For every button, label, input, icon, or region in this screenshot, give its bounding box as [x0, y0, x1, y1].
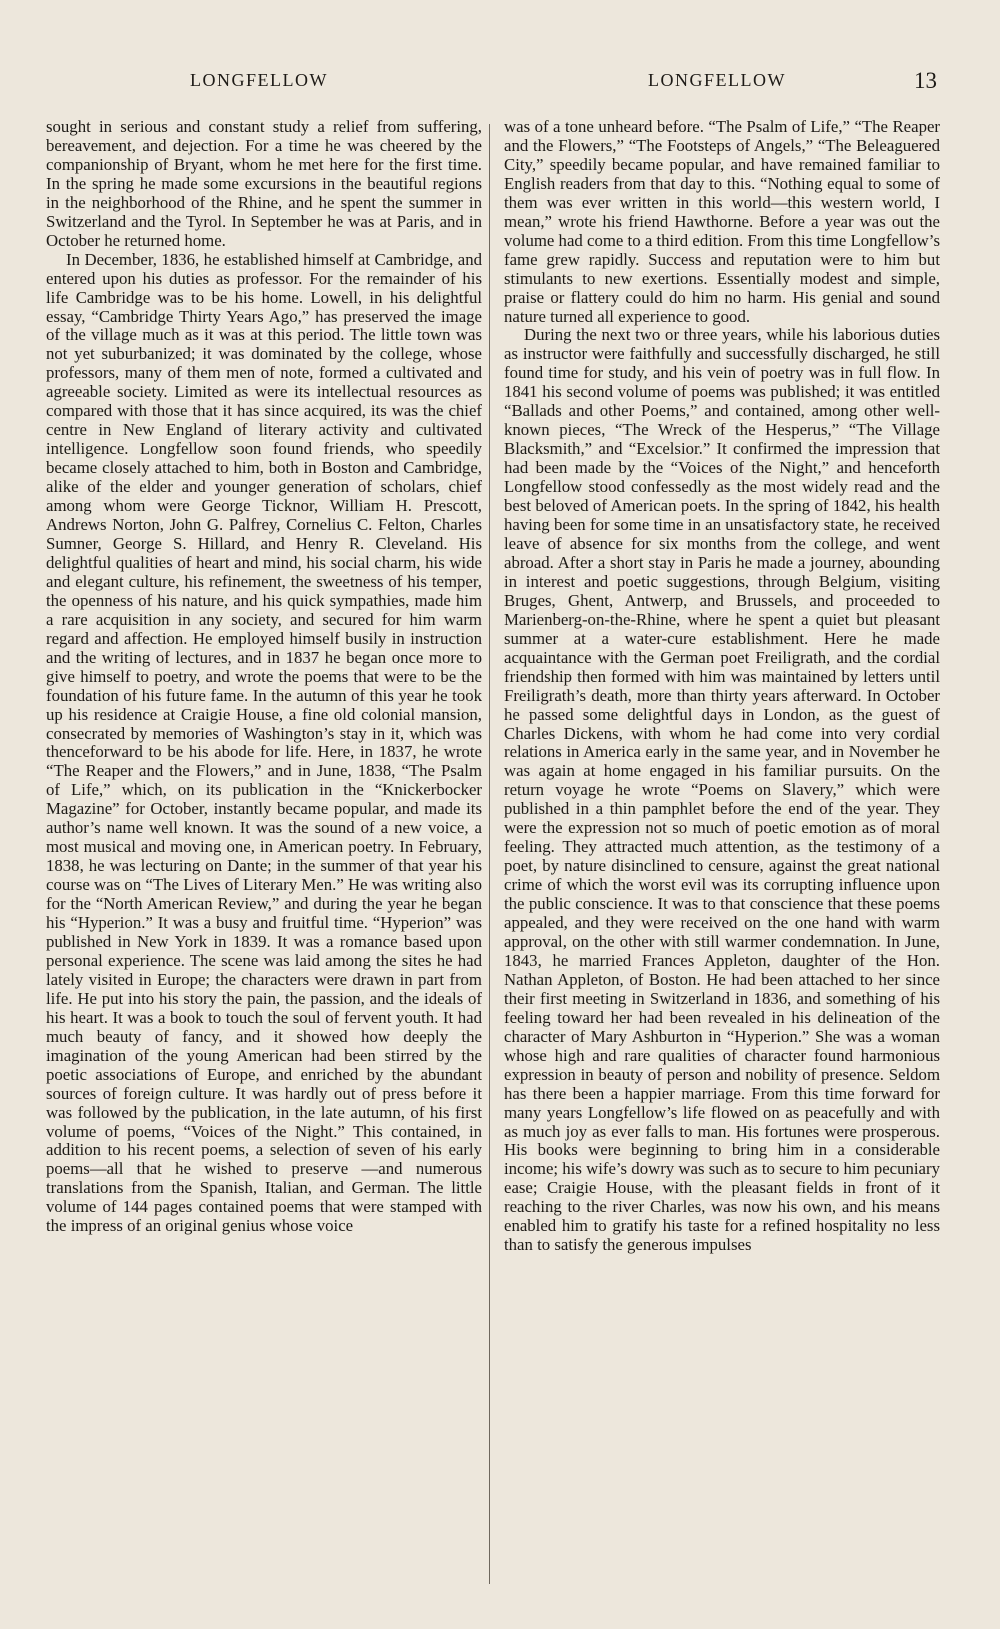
right-running-title: LONGFELLOW [648, 70, 786, 90]
paragraph: was of a tone unheard before. “The Psalm of Life,” “The Reaper and the Flowers,” “The Footsteps of Angels,” “The Beleaguered City,” speedily became popular, and have remained familiar to English readers from that day to this. “Nothing equal to some of them was ever written in this world—this western world, I mean,” wrote his friend Hawthorne. Before a year was out the volume had come to a third edition. From this time Longfellow’s fame grew rapidly. Success and reputation were to him but stimulants to new exertions. Essentially modest and simple, praise or flattery could do him no harm. His genial and sound nature turned all experience to good. [504, 117, 940, 326]
paragraph: During the next two or three years, while his laborious duties as instructor were faithfully and successfully discharged, he still found time for study, and his vein of poetry was in full flow. In 1841 his second volume of poems was published; it was entitled “Ballads and other Poems,” and contained, among other well-known pieces, “The Wreck of the Hesperus,” “The Village Blacksmith,” and “Excelsior.” It confirmed the impression that had been made by the “Voices of the Night,” and henceforth Longfellow stood confessedly as the most widely read and the best beloved of American poets. In the spring of 1842, his health having been for some time in an unsatisfactory state, he received leave of absence for six months from the college, and went abroad. After a short stay in Paris he made a journey, abounding in interest and poetic suggestions, through Belgium, visiting Bruges, Ghent, Antwerp, and Brussels, and proceeded to Marienberg-on-the-Rhine, where he spent a quiet but pleasant summer at a water-cure establishment. Here he made acquaintance with the German poet Freiligrath, and the cordial friendship then formed with him was maintained by letters until Freiligrath’s death, more than thirty years afterward. In October he passed some delightful days in London, as the guest of Charles Dickens, with whom he had come into very cordial relations in America early in the same year, and in November he was again at home engaged in his familiar pursuits. On the return voyage he wrote “Poems on Slavery,” which were published in a thin pamphlet before the end of the year. They were the expression not so much of poetic emotion as of moral feeling. They attracted much attention, as the testimony of a poet, by nature disinclined to censure, against the great national crime of which the worst evil was its corrupting influence upon the public conscience. It was to that conscience that these poems appealed, and they were received on the one hand with warm approval, on the other with still warmer condemnation. In June, 1843, he married Frances Appleton, daughter of the Hon. Nathan Appleton, of Boston. He had been attached to her since their first meeting in Switzerland in 1836, and something of his feeling toward her had been revealed in his delineation of the character of Mary Ashburton in “Hyperion.” She was a woman whose high and rare qualities of character found harmonious expression in beauty of person and nobility of presence. Seldom has there been a happier marriage. From this time forward for many years Longfellow’s life flowed on as peacefully and with as much joy as ever falls to man. His fortunes were prosperous. His books were beginning to bring him in a considerable income; his wife’s dowry was such as to secure to him pecuniary ease; Craigie House, with the pleasant fields in front of it reaching to the river Charles, was now his own, and his means enabled him to gratify his taste for a refined hospitality no less than to satisfy the generous impulses [504, 325, 940, 1255]
paragraph: In December, 1836, he established himself at Cambridge, and entered upon his duties as professor. For the remainder of his life Cambridge was to be his home. Lowell, in his delightful essay, “Cambridge Thirty Years Ago,” has preserved the image of the village much as it was at this period. The little town was not yet suburbanized; it was dominated by the college, whose professors, many of them men of note, formed a cultivated and agreeable society. Limited as were its intellectual resources as compared with those that it has since acquired, its was the chief centre in New England of literary activity and cultivated intelligence. Longfellow soon found friends, who speedily became closely attached to him, both in Boston and Cambridge, alike of the elder and younger generation of scholars, chief among whom were George Ticknor, William H. Prescott, Andrews Norton, John G. Palfrey, Cornelius C. Felton, Charles Sumner, George S. Hillard, and Henry R. Cleveland. His delightful qualities of heart and mind, his social charm, his wide and elegant culture, his refinement, the sweetness of his temper, the openness of his nature, and his quick sympathies, made him a rare acquisition in any society, and secured for him warm regard and affection. He employed himself busily in instruction and the writing of lectures, and in 1837 he began once more to give himself to poetry, and wrote the poems that were to be the foundation of his future fame. In the autumn of this year he took up his residence at Craigie House, a fine old colonial mansion, consecrated by memories of Washington’s stay in it, which was thenceforward to be his abode for life. Here, in 1837, he wrote “The Reaper and the Flowers,” and in June, 1838, “The Psalm of Life,” which, on its publication in the “Knickerbocker Magazine” for October, instantly became popular, and made its author’s name well known. It was the sound of a new voice, a most musical and moving one, in American poetry. In February, 1838, he was lecturing on Dante; in the summer of that year his course was on “The Lives of Literary Men.” He was writing also for the “North American Review,” and during the year he began his “Hyperion.” It was a busy and fruitful time. “Hyperion” was published in New York in 1839. It was a romance based upon personal experience. The scene was laid among the sites he had lately visited in Europe; the characters were drawn in part from life. He put into his story the pain, the passion, and the ideals of his heart. It was a book to touch the soul of fervent youth. It had much beauty of fancy, and it showed how deeply the imagination of the young American had been stirred by the poetic associations of Europe, and enriched by the abundant sources of foreign culture. It was hardly out of press before it was followed by the publication, in the late autumn, of his first volume of poems, “Voices of the Night.” This contained, in addition to his recent poems, a selection of seven of his early poems—all that he wished to preserve —and numerous translations from the Spanish, Italian, and German. The little volume of 144 pages contained poems that were stamped with the impress of an original genius whose voice [46, 249, 482, 1236]
running-head [0, 68, 1000, 98]
column-divider [489, 124, 490, 1584]
page-number: 13 [914, 68, 937, 93]
left-column [46, 118, 482, 1236]
right-column [504, 118, 940, 1255]
paragraph: sought in serious and constant study a relief from suffering, bereavement, and dejection. For a time he was cheered by the companionship of Bryant, whom he met here for the first time. In the spring he made some excursions in the beautiful regions in the neighborhood of the Rhine, and he spent the summer in Switzerland and the Tyrol. In September he was at Paris, and in October he returned home. [46, 117, 482, 250]
left-running-title: LONGFELLOW [190, 70, 328, 90]
